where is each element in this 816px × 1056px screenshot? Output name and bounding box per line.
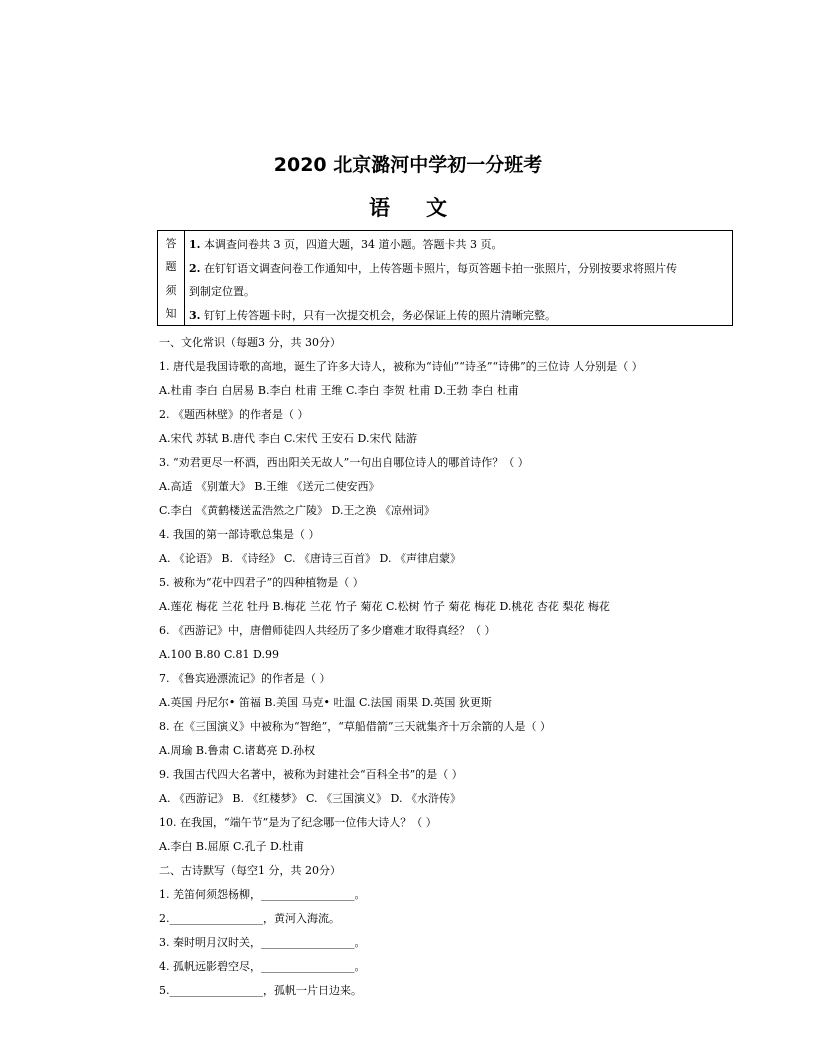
instructions-label-char: 知 [165,307,177,321]
answer-options: A.杜甫 李白 白居易 B.李白 杜甫 王维 C.李白 李贺 杜甫 D.王勃 李白 杜甫 [159,384,519,397]
instructions-label-char: 题 [165,260,177,274]
fill-blank-question: 2._________________，黄河入海流。 [159,912,340,925]
question-text: 8. 在《三国演义》中被称为“智绝”，“草船借箭”三天就集齐十万余箭的人是（ ） [159,720,551,733]
exam-title: 2020 北京潞河中学初一分班考 [273,154,543,176]
question-text: 7. 《鲁宾逊漂流记》的作者是（ ） [159,672,331,685]
fill-blank-question: 5._________________，孤帆一片日边来。 [159,984,362,997]
question-text: 6. 《西游记》中，唐僧师徒四人共经历了多少磨难才取得真经？（ ） [159,624,496,637]
instruction-text: 钉钉上传答题卡时，只有一次提交机会，务必保证上传的照片清晰完整。 [200,308,556,322]
answer-options: A.英国 丹尼尔• 笛福 B.美国 马克• 吐温 C.法国 雨果 D.英国 狄更斯 [159,696,492,709]
instructions-label [158,231,185,325]
fill-blank-question: 1. 羌笛何须怨杨柳，_________________。 [159,888,366,901]
instructions-list [185,231,732,325]
answer-options: A.高适 《别董大》 B.王维 《送元二使安西》 [159,480,380,493]
question-text: 10. 在我国，“端午节”是为了纪念哪一位伟大诗人？（ ） [159,816,437,829]
question-text: 3. “劝君更尽一杯酒，西出阳关无故人”一句出自哪位诗人的哪首诗作？（ ） [159,456,529,469]
section-heading: 一、文化常识（每题3 分，共 30分） [159,336,341,349]
instructions-label-char: 答 [165,236,177,250]
question-text: 4. 我国的第一部诗歌总集是（ ） [159,528,320,541]
question-text: 9. 我国古代四大名著中，被称为封建社会“百科全书”的是（ ） [159,768,463,781]
instruction-item [189,233,728,257]
instructions-box [157,230,733,326]
instruction-item [189,304,728,328]
question-text: 1. 唐代是我国诗歌的高地，诞生了许多大诗人，被称为“诗仙”“诗圣”“诗佛”的三位诗 人分别是（ ） [159,360,643,373]
answer-options: A.李白 B.屈原 C.孔子 D.杜甫 [159,840,304,853]
answer-options: C.李白 《黄鹤楼送孟浩然之广陵》 D.王之涣 《凉州词》 [159,504,435,517]
instructions-label-char: 须 [165,283,177,297]
answer-options: A.莲花 梅花 兰花 牡丹 B.梅花 兰花 竹子 菊花 C.松树 竹子 菊花 梅花 D.桃花 杏花 梨花 梅花 [159,600,610,613]
answer-options: A. 《西游记》 B. 《红楼梦》 C. 《三国演义》 D. 《水浒传》 [159,792,461,805]
instruction-text: 本调查问卷共 3 页，四道大题，34 道小题。答题卡共 3 页。 [200,238,503,251]
answer-options: A.100 B.80 C.81 D.99 [159,648,279,661]
instruction-item [189,257,728,281]
question-text: 2. 《题西林壁》的作者是（ ） [159,408,309,421]
instruction-item [189,280,728,304]
instruction-number: 2. [189,261,201,275]
exam-subject: 语文 [369,195,483,220]
question-text: 5. 被称为“花中四君子”的四种植物是（ ） [159,576,364,589]
fill-blank-question: 3. 秦时明月汉时关，_________________。 [159,936,366,949]
fill-blank-question: 4. 孤帆远影碧空尽，_________________。 [159,960,366,973]
exam-content [159,331,739,1003]
instruction-text: 在钉钉语文调查问卷工作通知中，上传答题卡照片，每页答题卡拍一张照片，分别按要求将照片传 [200,261,677,275]
answer-options: A.宋代 苏轼 B.唐代 李白 C.宋代 王安石 D.宋代 陆游 [159,432,417,445]
instruction-text: 到制定位置。 [189,285,255,298]
answer-options: A. 《论语》 B. 《诗经》 C. 《唐诗三百首》 D. 《声律启蒙》 [159,552,461,565]
instruction-number: 3. [189,308,201,322]
instruction-number: 1. [189,238,201,251]
answer-options: A.周瑜 B.鲁肃 C.诸葛亮 D.孙权 [159,744,315,757]
section-heading: 二、古诗默写（每空1 分，共 20分） [159,864,341,877]
